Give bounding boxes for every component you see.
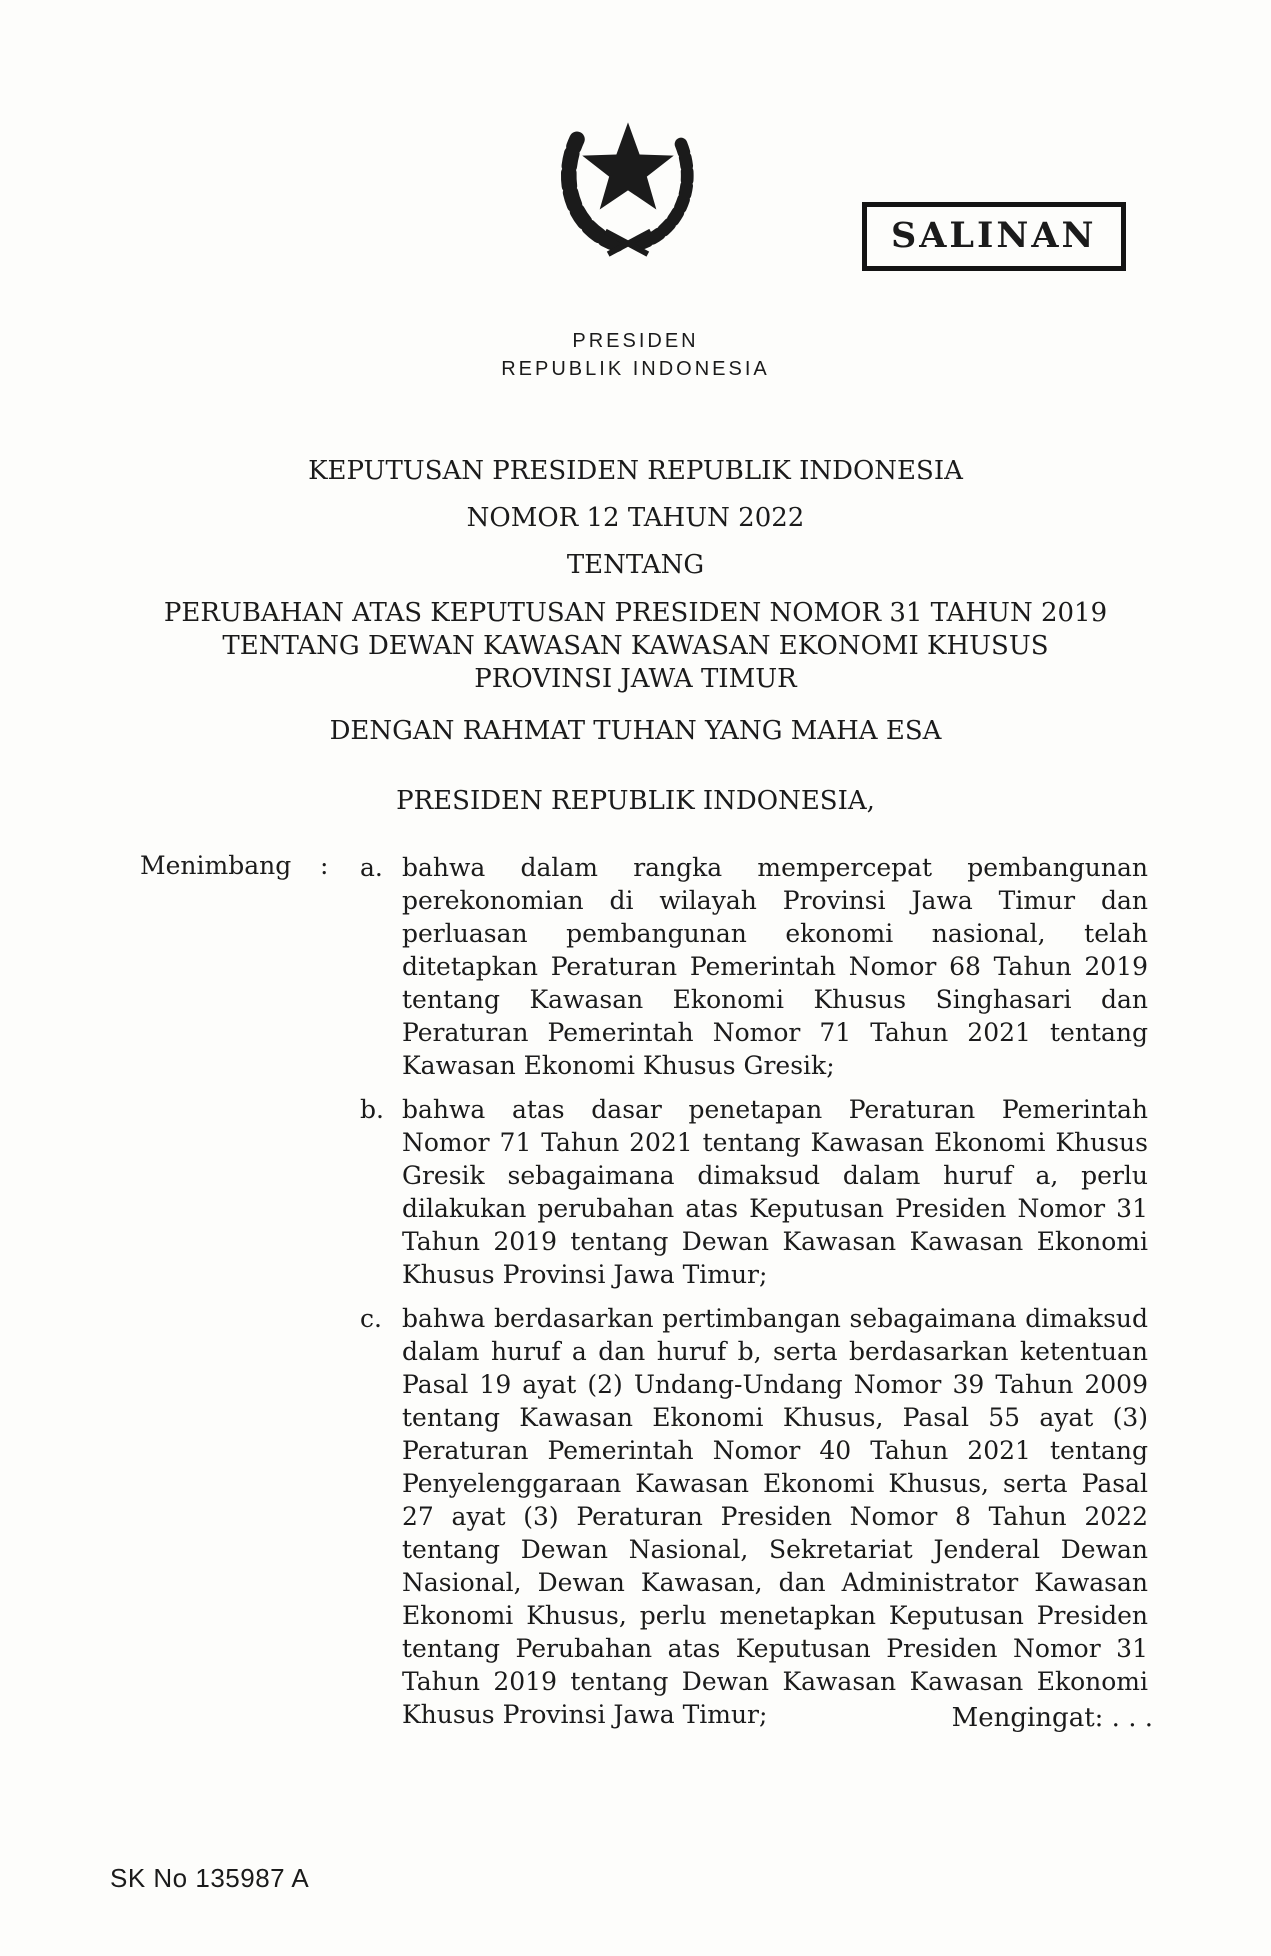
- considerations-colon: :: [320, 851, 329, 880]
- letterhead-line1: PRESIDEN: [572, 330, 699, 352]
- consideration-letter: b.: [360, 1095, 384, 1124]
- considerations-section: [140, 851, 1148, 1742]
- tentang-heading: TENTANG: [566, 550, 705, 580]
- consideration-text: bahwa dalam rangka mempercepat pembangunan perekonomian di wilayah Provinsi Jawa Timur dan perluasan pembangunan ekonomi nasional, telah ditetapkan Peraturan Pemerintah Nomor 68 Tahun 2019 tentang Kawasan Ekonomi Khusus Singhasari dan Peraturan Pemerintah Nomor 71 Tahun 2021 tentang Kawasan Ekonomi Khusus Gresik;: [402, 853, 1148, 1080]
- letterhead-line2: REPUBLIK INDONESIA: [501, 358, 770, 380]
- decree-subject-line: TENTANG DEWAN KAWASAN KAWASAN EKONOMI KHUSUS: [222, 631, 1049, 661]
- considerations-label: Menimbang: [140, 851, 292, 880]
- consideration-text: bahwa atas dasar penetapan Peraturan Pemerintah Nomor 71 Tahun 2021 tentang Kawasan Ekonomi Khusus Gresik sebagaimana dimaksud dalam huruf a, perlu dilakukan perubahan atas Keputusan Presiden Nomor 31 Tahun 2019 tentang Dewan Kawasan Kawasan Ekonomi Khusus Provinsi Jawa Timur;: [402, 1095, 1148, 1289]
- consideration-item: [360, 851, 1148, 1082]
- decree-title: KEPUTUSAN PRESIDEN REPUBLIK INDONESIA: [308, 456, 963, 486]
- decree-subject-line: PERUBAHAN ATAS KEPUTUSAN PRESIDEN NOMOR 31 TAHUN 2019: [163, 598, 1108, 628]
- state-emblem-icon: [543, 93, 713, 265]
- consideration-letter: c.: [360, 1304, 382, 1333]
- invocation-line: DENGAN RAHMAT TUHAN YANG MAHA ESA: [329, 716, 942, 746]
- considerations-list: [360, 851, 1148, 1742]
- decree-subject-line: PROVINSI JAWA TIMUR: [474, 664, 797, 694]
- letterhead: [0, 327, 1271, 383]
- consideration-item: [360, 1093, 1148, 1291]
- decree-title-block: [0, 456, 1271, 696]
- salinan-stamp: SALINAN: [862, 202, 1126, 271]
- decree-number: NOMOR 12 TAHUN 2022: [466, 503, 805, 533]
- consideration-text: bahwa berdasarkan pertimbangan sebagaimana dimaksud dalam huruf a dan huruf b, serta berdasarkan ketentuan Pasal 19 ayat (2) Undang-Undang Nomor 39 Tahun 2009 tentang Kawasan Ekonomi Khusus, Pasal 55 ayat (3) Peraturan Pemerintah Nomor 40 Tahun 2021 tentang Penyelenggaraan Kawasan Ekonomi Khusus, serta Pasal 27 ayat (3) Peraturan Presiden Nomor 8 Tahun 2022 tentang Dewan Nasional, Sekretariat Jenderal Dewan Nasional, Dewan Kawasan, dan Administrator Kawasan Ekonomi Khusus, perlu menetapkan Keputusan Presiden tentang Perubahan atas Keputusan Presiden Nomor 31 Tahun 2019 tentang Dewan Kawasan Kawasan Ekonomi Khusus Provinsi Jawa Timur;: [402, 1304, 1148, 1729]
- catchword-mengingat: Mengingat: . . .: [951, 1703, 1153, 1733]
- document-code: SK No 135987 A: [110, 1863, 310, 1893]
- decree-subject: [0, 597, 1271, 696]
- consideration-letter: a.: [360, 853, 383, 882]
- consideration-item: [360, 1302, 1148, 1731]
- authority-line: PRESIDEN REPUBLIK INDONESIA,: [396, 786, 875, 816]
